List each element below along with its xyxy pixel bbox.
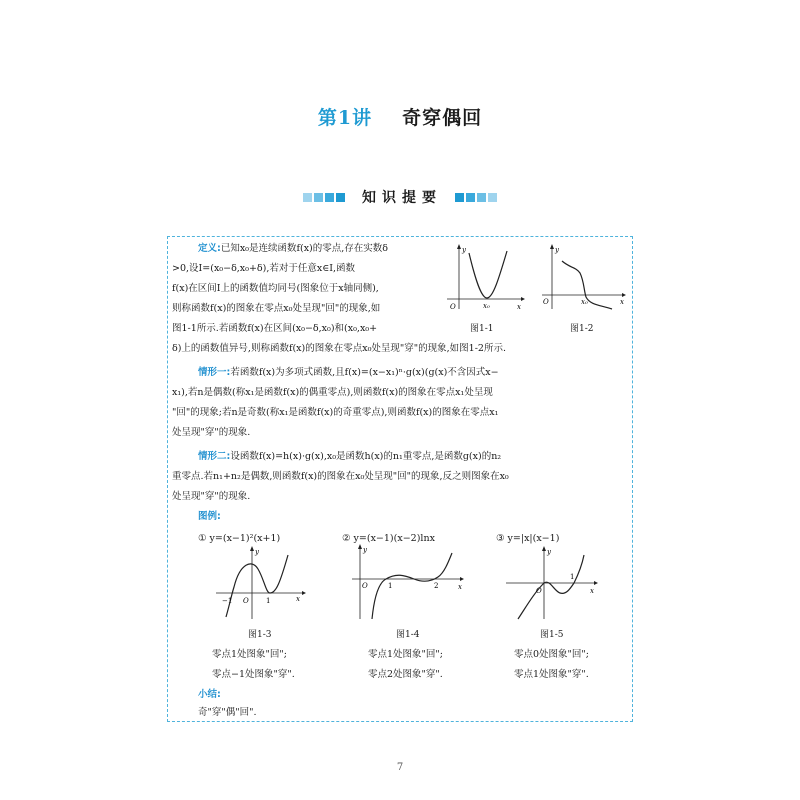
definition-line: 则称函数f(x)的图象在零点x₀处呈现"回"的现象,如 [172,303,381,314]
decor-square [303,193,312,202]
example-note: 零点−1处图象"穿". [212,669,295,680]
origin-label: O [543,298,549,306]
example-formula: ② y=(x−1)(x−2)lnx [342,533,435,544]
origin-label: O [450,303,456,311]
definition-line: f(x)在区间I上的函数值均同号(图象位于x轴同侧), [172,283,379,294]
figure-caption: 图1-5 [540,630,564,640]
case1-label: 情形一: [198,367,231,378]
figure-1-3 [212,543,308,621]
case1-line: 情形一:若函数f(x)为多项式函数,且f(x)=(x−x₁)ⁿ·g(x)(g(x)不含因式x− [198,367,499,378]
definition-line: 图1-1所示.若函数f(x)在区间(x₀−δ,x₀)和(x₀,x₀+ [172,323,378,334]
case2-label: 情形二: [198,451,231,462]
figure-1-2 [540,243,628,311]
x-axis-label: x [517,303,521,311]
origin-label: O [243,597,249,605]
tick-label: 1 [266,597,271,605]
y-axis-label: y [555,246,559,254]
examples-label: 图例: [198,511,221,522]
x-axis-label: x [620,298,624,306]
tick-label: −1 [222,597,233,605]
example-note: 零点1处图象"穿". [514,669,589,680]
x0-label: x₀ [483,302,490,310]
origin-label: O [536,587,542,595]
figure-1-4 [348,543,466,621]
x-axis-label: x [590,587,594,595]
example-formula: ③ y=|x|(x−1) [496,533,560,544]
x0-label: x₀ [581,298,588,306]
case2-line: 情形二:设函数f(x)=h(x)·g(x),x₀是函数h(x)的n₁重零点,是函数g(x)的n₂ [198,451,502,462]
example-note: 零点0处图象"回"; [514,649,589,660]
decor-square [314,193,323,202]
decor-square [477,193,486,202]
decor-square [455,193,464,202]
origin-label: O [362,582,368,590]
figure-caption: 图1-2 [570,324,594,334]
case2-line: 重零点.若n₁+n₂是偶数,则函数f(x)的图象在x₀处呈现"回"的现象,反之则图象在x₀ [172,471,509,482]
decor-square [488,193,497,202]
section-header [0,187,800,207]
page-number: 7 [396,762,404,773]
definition-line: >0,设I=(x₀−δ,x₀+δ),若对于任意x∈I,函数 [172,263,356,274]
y-axis-label: y [363,546,367,554]
example-note: 零点1处图象"回"; [212,649,287,660]
case1-line: "回"的现象;若n是奇数(称x₁是函数f(x)的奇重零点),则函数f(x)的图象在零点x₁ [172,407,499,418]
example-note: 零点2处图象"穿". [368,669,443,680]
x-axis-label: x [296,595,300,603]
x-axis-label: x [458,583,462,591]
decor-square [466,193,475,202]
case1-line: x₁),若n是偶数(称x₁是函数f(x)的偶重零点),则函数f(x)的图象在零点x₁处呈现 [172,387,493,398]
figure-caption: 图1-4 [396,630,420,640]
page-title [0,103,800,130]
definition-label: 定义: [198,243,221,254]
figure-caption: 图1-1 [470,324,494,334]
case1-line: 处呈现"穿"的现象. [172,427,251,438]
tick-label: 1 [388,582,393,590]
decor-square [336,193,345,202]
y-axis-label: y [255,548,259,556]
figure-1-5 [504,543,600,621]
figure-1-1 [445,243,525,311]
section-title: 知识提要 [362,190,442,206]
tick-label: 1 [570,573,575,581]
y-axis-label: y [462,246,466,254]
definition-line: δ)上的函数值异号,则称函数f(x)的图象在零点x₀处呈现"穿"的现象,如图1-2所示. [172,343,506,354]
summary-label: 小结: [198,689,221,700]
summary-text: 奇"穿"偶"回". [198,707,257,718]
decor-square [325,193,334,202]
tick-label: 2 [434,582,439,590]
knowledge-box [167,236,633,722]
example-formula: ① y=(x−1)²(x+1) [198,533,281,544]
y-axis-label: y [547,548,551,556]
figure-caption: 图1-3 [248,630,272,640]
definition-line: 定义:已知x₀是连续函数f(x)的零点,存在实数δ [198,243,389,254]
example-note: 零点1处图象"回"; [368,649,443,660]
lecture-number: 第1讲 [317,107,373,129]
case2-line: 处呈现"穿"的现象. [172,491,251,502]
lecture-topic: 奇穿偶回 [402,107,483,129]
